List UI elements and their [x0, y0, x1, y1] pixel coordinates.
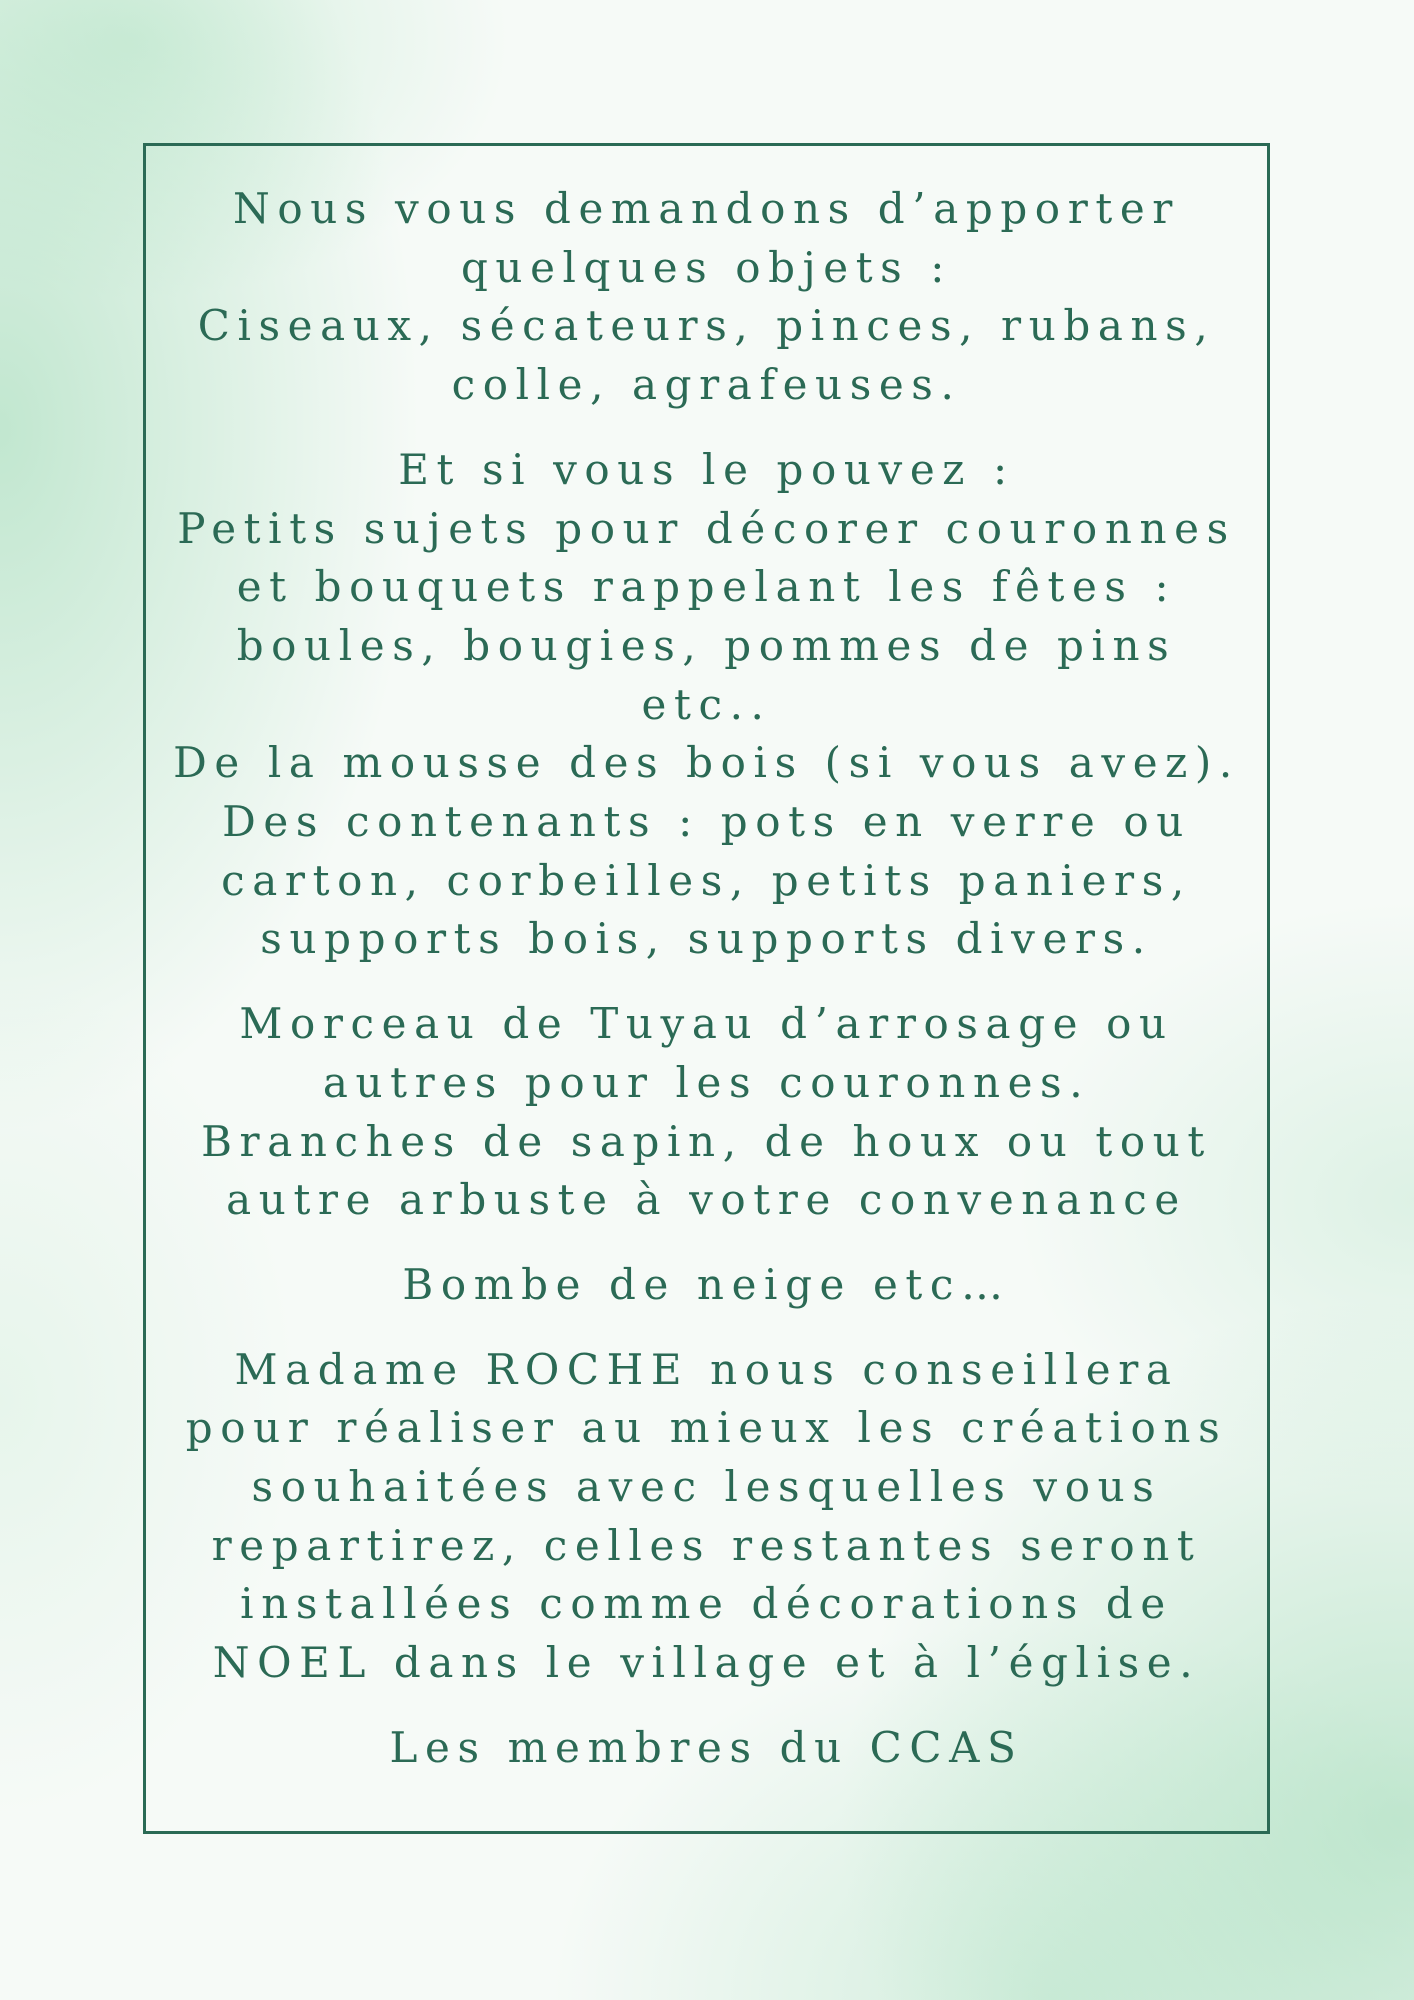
text-line: Bombe de neige etc… — [402, 1259, 1011, 1309]
text-line: Branches de sapin, de houx ou tout — [201, 1116, 1212, 1166]
text-line: carton, corbeilles, petits paniers, — [221, 855, 1192, 905]
text-line: quelques objets : — [460, 242, 953, 292]
paragraph-wreath-materials — [146, 995, 1267, 1230]
paragraph-requested-items — [146, 180, 1267, 415]
text-line: Nous vous demandons d’apporter — [233, 184, 1180, 233]
text-line: Les membres du CCAS — [389, 1722, 1024, 1772]
text-line: Des contenants : pots en verre ou — [222, 797, 1191, 847]
text-line: et bouquets rappelant les fêtes : — [236, 562, 1177, 612]
text-line: boules, bougies, pommes de pins — [236, 620, 1177, 670]
signature-line — [146, 1719, 1267, 1778]
text-line: De la mousse des bois (si vous avez). — [173, 738, 1240, 788]
paragraph-advisor — [146, 1341, 1267, 1693]
text-line: autre arbuste à votre convenance — [226, 1175, 1187, 1225]
text-line: pour réaliser au mieux les créations — [185, 1403, 1228, 1453]
text-line: Morceau de Tuyau d’arrosage ou — [239, 999, 1174, 1049]
text-line: repartirez, celles restantes seront — [211, 1520, 1202, 1570]
text-line: souhaitées avec lesquelles vous — [251, 1462, 1162, 1512]
paragraph-optional-items — [146, 441, 1267, 969]
text-line: installées comme décorations de — [240, 1579, 1173, 1629]
text-line: NOEL dans le village et à l’église. — [212, 1638, 1201, 1688]
text-line: Et si vous le pouvez : — [398, 444, 1015, 494]
text-line: colle, agrafeuses. — [451, 360, 962, 410]
text-line: etc.. — [641, 679, 772, 729]
text-line: supports bois, supports divers. — [260, 914, 1153, 964]
paragraph-snow-spray — [146, 1256, 1267, 1315]
text-line: Ciseaux, sécateurs, pinces, rubans, — [197, 301, 1216, 351]
text-line: Petits sujets pour décorer couronnes — [177, 503, 1236, 553]
text-line: Madame ROCHE nous conseillera — [234, 1344, 1179, 1394]
text-line: autres pour les couronnes. — [322, 1057, 1091, 1107]
document-text-body — [146, 180, 1267, 1804]
